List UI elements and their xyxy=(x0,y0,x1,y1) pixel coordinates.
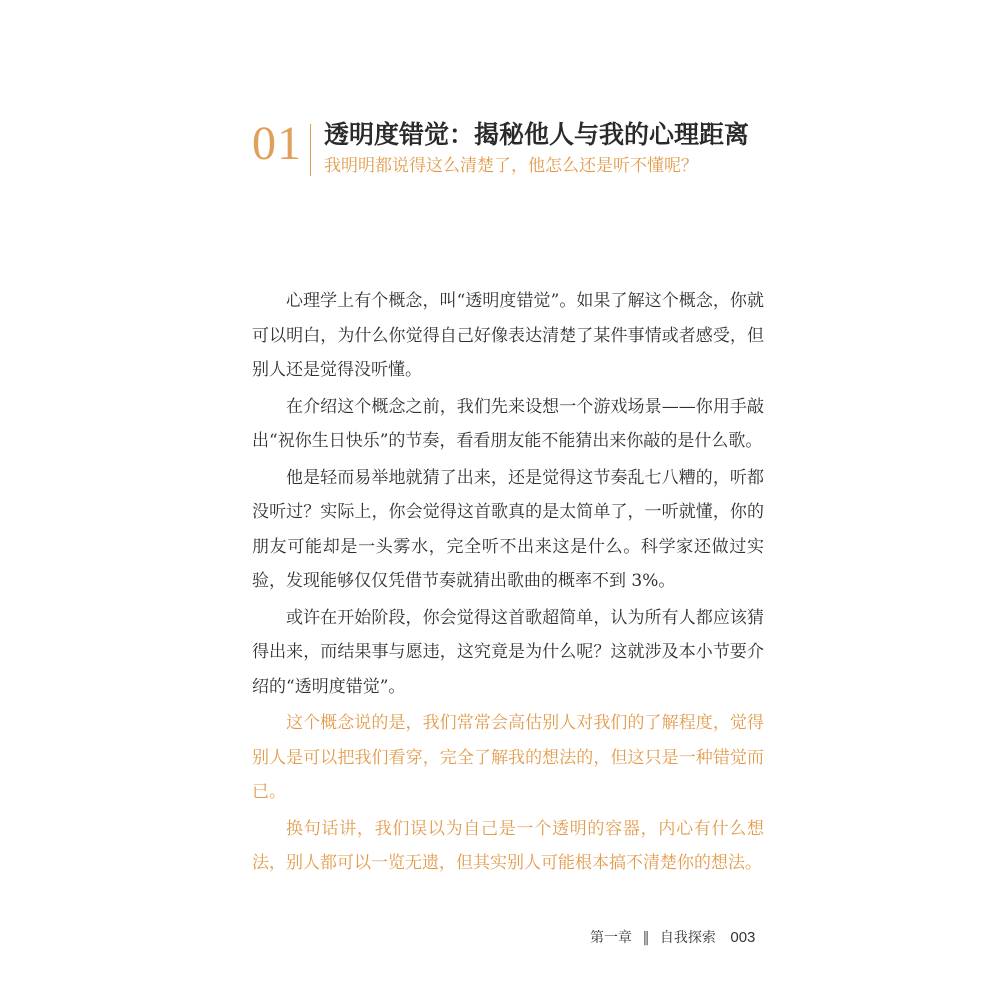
page-footer xyxy=(590,926,780,950)
chapter-title: 透明度错觉：揭秘他人与我的心理距离 xyxy=(324,120,750,149)
chapter-number: 01 xyxy=(252,117,302,170)
paragraph: 或许在开始阶段，你会觉得这首歌超简单，认为所有人都应该猜得出来，而结果事与愿违，这究竟是为什么呢？这就涉及本小节要介绍的“透明度错觉”。 xyxy=(252,607,764,697)
chapter-subtitle: 我明明都说得这么清楚了，他怎么还是听不懂呢？ xyxy=(324,156,698,176)
paragraph: 在介绍这个概念之前，我们先来设想一个游戏场景——你用手敲出“祝你生日快乐”的节奏，看看朋友能不能猜出来你敲的是什么歌。 xyxy=(252,396,764,451)
highlighted-paragraph: 换句话讲，我们误以为自己是一个透明的容器，内心有什么想法，别人都可以一览无遗，但其实别人可能根本搞不清楚你的想法。 xyxy=(252,818,764,873)
chapter-header xyxy=(252,118,792,178)
footer-separator: ‖ xyxy=(642,930,650,946)
paragraph: 他是轻而易举地就猜了出来，还是觉得这节奏乱七八糟的，听都没听过？实际上，你会觉得这首歌真的是太简单了，一听就懂，你的朋友可能却是一头雾水，完全听不出来这是什么。科学家还做过实验，发现能够仅仅凭借节奏就猜出歌曲的概率不到 3%。 xyxy=(252,467,764,591)
body-text xyxy=(252,284,764,883)
header-divider xyxy=(310,124,311,176)
paragraph: 心理学上有个概念，叫“透明度错觉”。如果了解这个概念，你就可以明白，为什么你觉得自己好像表达清楚了某件事情或者感受，但别人还是觉得没听懂。 xyxy=(252,291,764,380)
highlighted-paragraph: 这个概念说的是，我们常常会高估别人对我们的了解程度，觉得别人是可以把我们看穿，完全了解我的想法的，但这只是一种错觉而已。 xyxy=(252,713,764,802)
footer-chapter-label: 第一章 xyxy=(590,930,632,946)
page-number: 003 xyxy=(730,929,756,946)
footer-section-label: 自我探索 xyxy=(659,930,716,946)
